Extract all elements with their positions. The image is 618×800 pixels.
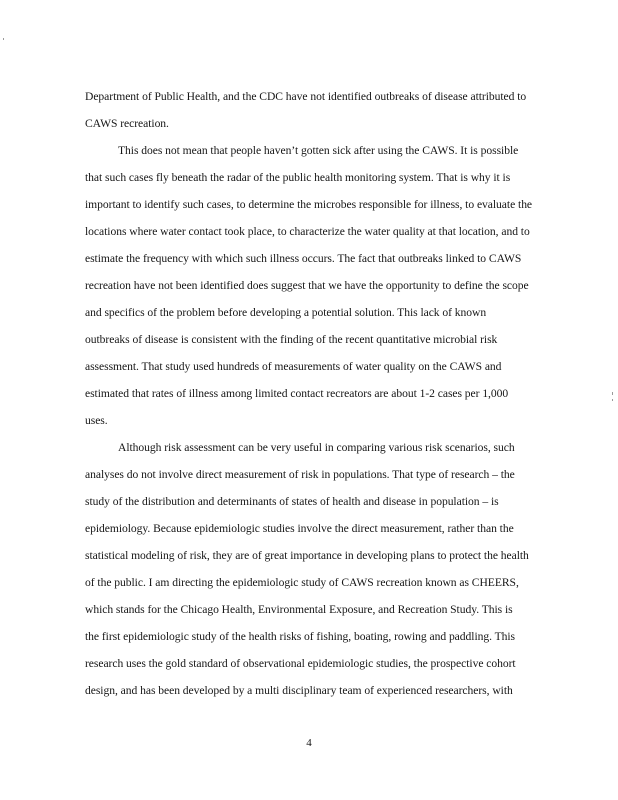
text-line: the first epidemiologic study of the health risks of fishing, boating, rowing and paddling. This [85, 630, 516, 643]
text-line: statistical modeling of risk, they are of great importance in developing plans to protect the health [85, 549, 529, 562]
text-line: assessment. That study used hundreds of measurements of water quality on the CAWS and [85, 360, 502, 373]
text-line: which stands for the Chicago Health, Environmental Exposure, and Recreation Study. This is [85, 603, 513, 616]
text-line: epidemiology. Because epidemiologic studies involve the direct measurement, rather than the [85, 522, 514, 535]
text-line: design, and has been developed by a multi disciplinary team of experienced researchers, with [85, 684, 513, 697]
text-line: uses. [85, 414, 108, 427]
text-line: locations where water contact took place, to characterize the water quality at that location, and to [85, 225, 530, 238]
text-line: research uses the gold standard of observational epidemiologic studies, the prospective cohort [85, 657, 516, 670]
text-line: analyses do not involve direct measurement of risk in populations. That type of research – the [85, 468, 515, 481]
text-line: and specifics of the problem before developing a potential solution. This lack of known [85, 306, 487, 319]
text-line: estimate the frequency with which such illness occurs. The fact that outbreaks linked to CAWS [85, 252, 522, 265]
text-line: important to identify such cases, to determine the microbes responsible for illness, to evaluate the [85, 198, 533, 211]
page-number: 4 [306, 737, 312, 749]
text-line: Department of Public Health, and the CDC have not identified outbreaks of disease attributed to [85, 90, 527, 103]
text-line: study of the distribution and determinants of states of health and disease in population – is [85, 495, 499, 508]
text-line: recreation have not been identified does suggest that we have the opportunity to define the scope [85, 279, 529, 292]
scan-mark-top-left [3, 38, 4, 40]
text-line: estimated that rates of illness among limited contact recreators are about 1-2 cases per 1,000 [85, 387, 509, 400]
paragraph-first-line: This does not mean that people haven’t gotten sick after using the CAWS. It is possible [118, 144, 519, 157]
scan-mark-right [612, 392, 613, 395]
text-line: of the public. I am directing the epidemiologic study of CAWS recreation known as CHEERS, [85, 576, 519, 589]
text-line: that such cases fly beneath the radar of the public health monitoring system. That is why it is [85, 171, 511, 184]
scan-mark-right [612, 399, 613, 401]
text-line: CAWS recreation. [85, 117, 169, 130]
paragraph-first-line: Although risk assessment can be very useful in comparing various risk scenarios, such [118, 441, 515, 454]
text-line: outbreaks of disease is consistent with the finding of the recent quantitative microbial risk [85, 333, 498, 346]
